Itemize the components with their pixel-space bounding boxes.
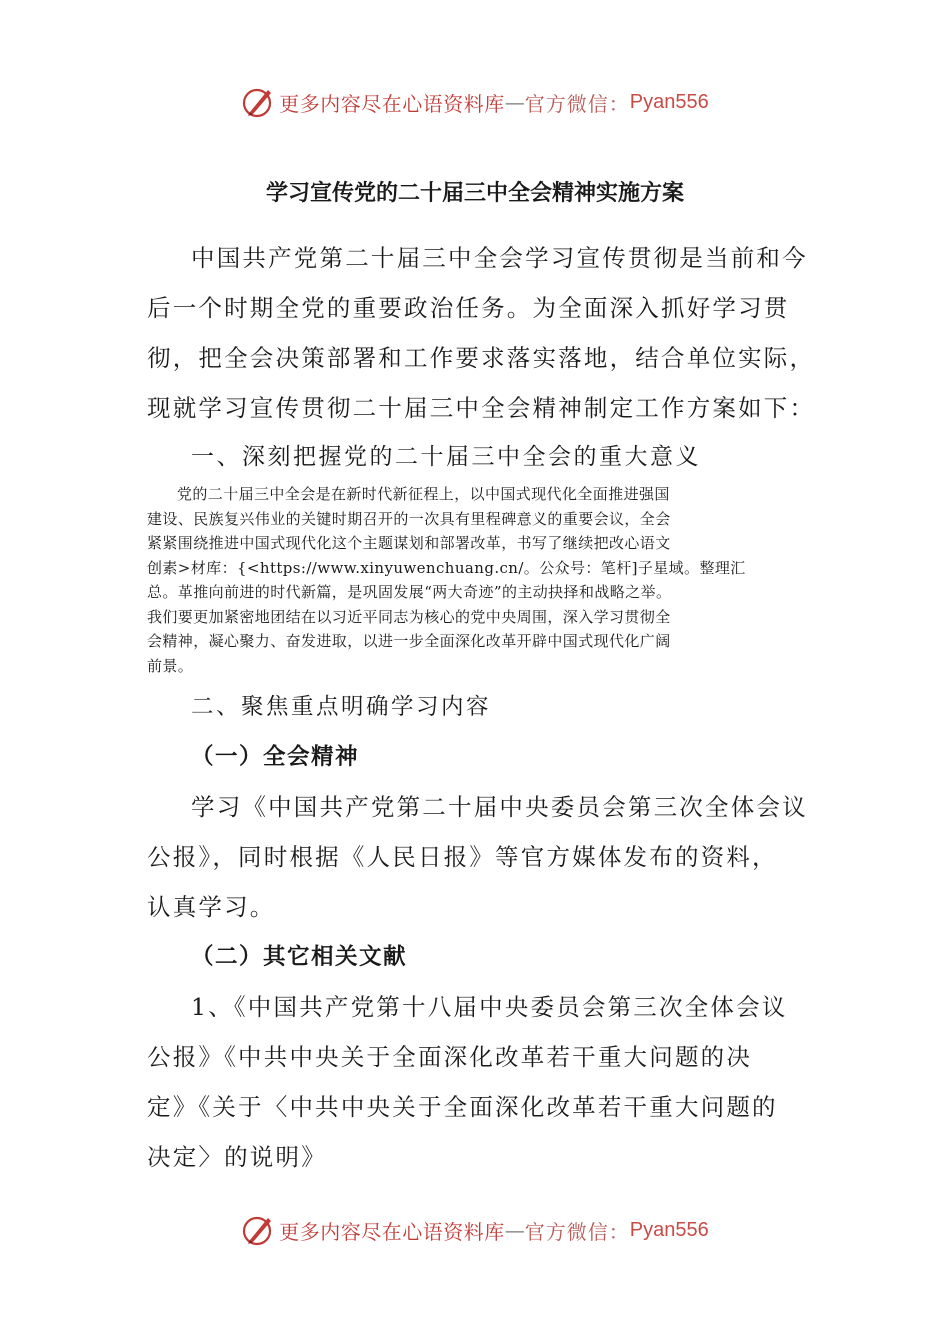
text-line: 前景。 (147, 656, 194, 675)
intro-paragraph (147, 233, 816, 433)
banner-wechat-label: 官方微信： (524, 91, 630, 116)
text-line: 总。革推向前进的时代新篇，是巩固发展“两大奇迹”的主动抉择和战略之举。 (147, 583, 672, 601)
section-1-heading: 一、深刻把握党的二十届三中全会的重大意义 (191, 444, 701, 470)
text-line: 中国共产党第二十届三中全会学习宣传贯彻是当前和今 (191, 244, 808, 272)
subsection-2-heading: （二）其它相关文献 (191, 944, 408, 970)
section-1-body (147, 482, 807, 678)
subsection-1-heading: （一）全会精神 (191, 744, 360, 770)
text-line: 后一个时期全党的重要政治任务。为全面深入抓好学习贯 (147, 294, 790, 322)
text-line: 创素>材库：{<https://www.xinyuwenchuang.cn/。公众号：笔杆]子星域。整理汇 (147, 558, 746, 577)
banner-text: 更多内容尽在心语资料库 (279, 1219, 505, 1244)
text-line: 会精神，凝心聚力、奋发进取，以进一步全面深化改革开辟中国式现代化广阔 (147, 632, 671, 650)
text-line: 紧紧围绕推进中国式现代化这个主题谋划和部署改革，书写了继续把改心语文 (147, 534, 671, 552)
footer-watermark-banner (0, 1210, 950, 1250)
banner-text: 更多内容尽在心语资料库 (279, 91, 505, 116)
text-line: 公报》《中共中央关于全面深化改革若干重大问题的决 (147, 1043, 753, 1071)
header-watermark-banner (0, 82, 950, 122)
text-line: 公报》，同时根据《人民日报》等官方媒体发布的资料， (147, 843, 778, 871)
banner-separator: — (504, 1218, 525, 1242)
section-2-heading: 二、聚焦重点明确学习内容 (191, 694, 492, 720)
text-line: 彻，把全会决策部署和工作要求落实落地，结合单位实际， (147, 344, 816, 372)
text-line: 我们要更加紧密地团结在以习近平同志为核心的党中央周围，深入学习贯彻全 (147, 607, 671, 626)
banner-wechat-id: Pyan556 (629, 1218, 709, 1241)
text-line: 定》《关于〈中共中央关于全面深化改革若干重大问题的 (147, 1093, 778, 1121)
banner-wechat-label: 官方微信： (524, 1219, 630, 1244)
banner-wechat-id: Pyan556 (629, 90, 709, 113)
text-line: 党的二十届三中全会是在新时代新征程上，以中国式现代化全面推进强国 (177, 485, 670, 503)
text-line: 学习《中国共产党第二十届中央委员会第三次全体会议 (191, 793, 808, 821)
pen-logo-icon (241, 85, 275, 119)
pen-logo-icon (241, 1213, 275, 1247)
subsection-2-body (147, 982, 807, 1182)
text-line: 现就学习宣传贯彻二十届三中全会精神制定工作方案如下： (147, 394, 816, 422)
text-line: 1、《中国共产党第十八届中央委员会第三次全体会议 (191, 993, 788, 1021)
subsection-1-body (147, 782, 807, 932)
text-line: 建设、民族复兴伟业的关键时期召开的一次具有里程碑意义的重要会议，全会 (147, 509, 671, 528)
document-title: 学习宣传党的二十届三中全会精神实施方案 (265, 181, 684, 206)
text-line: 决定〉的说明》 (147, 1143, 327, 1171)
text-line: 认真学习。 (147, 893, 276, 921)
banner-separator: — (504, 90, 525, 114)
